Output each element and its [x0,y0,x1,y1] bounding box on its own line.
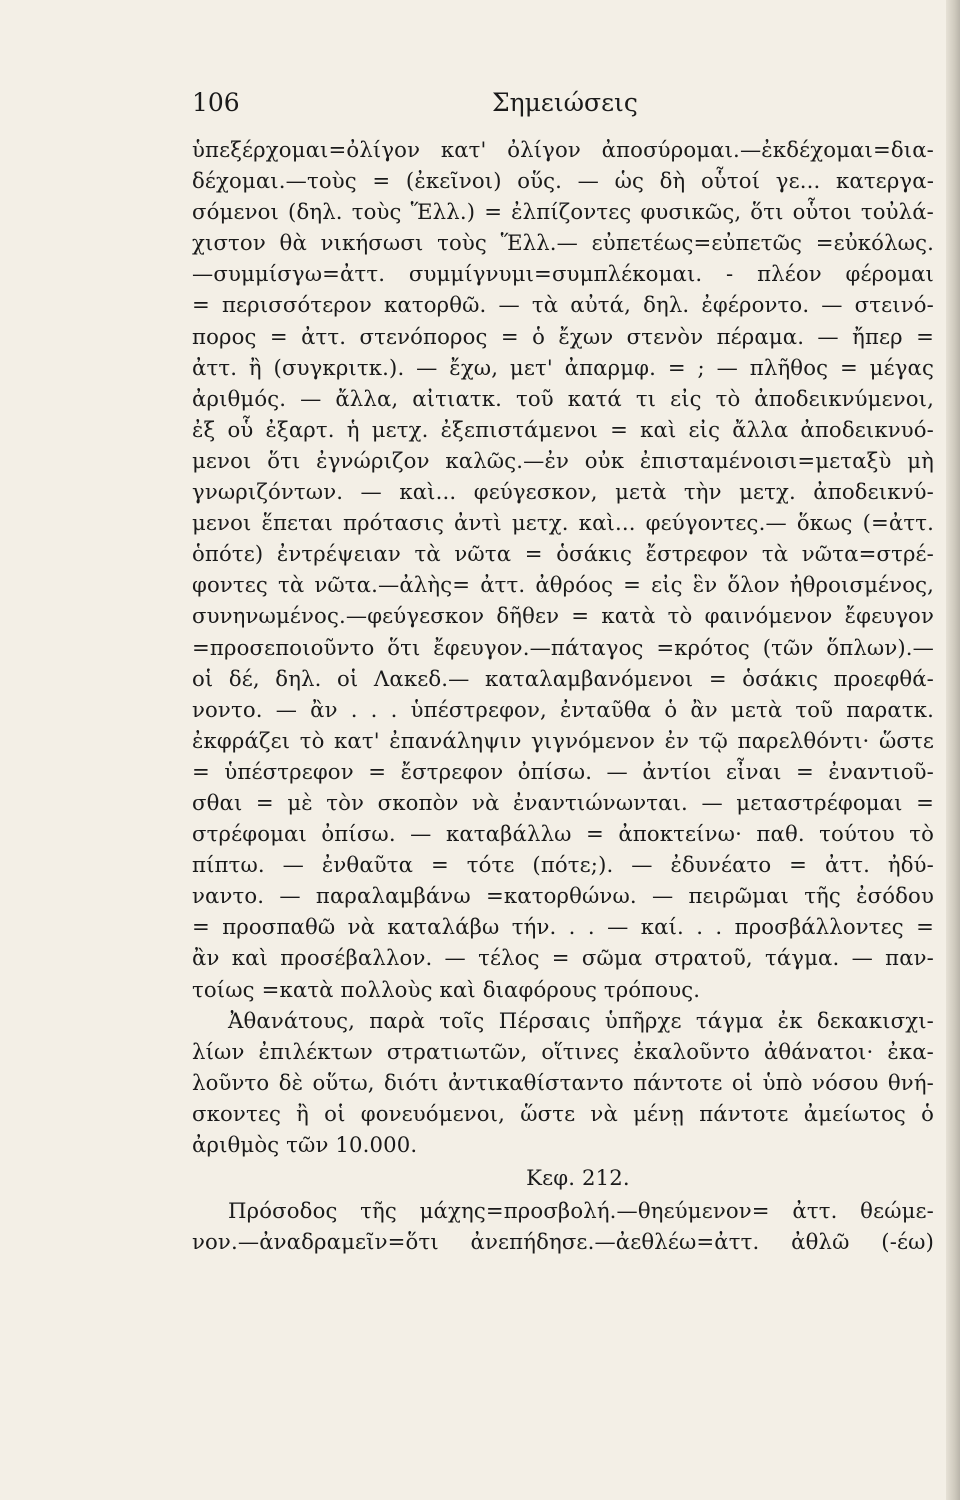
text-line: ἐκφράζει τὸ κατ' ἐπανάληψιν γιγνόμενον ἐν τῷ παρελθόντι· ὥστε [192,727,934,753]
text-line: συνηνωμένος.—φεύγεσκον δῆθεν = κατὰ τὸ φαινόμενον ἔφευγον [192,603,934,629]
text-line: πορος = ἀττ. στενόπορος = ὁ ἔχων στενὸν πέραμα. — ἤπερ = [192,323,934,349]
text-line: μενοι ἕπεται πρότασις ἀντὶ μετχ. καὶ... φεύγοντες.— ὅκως (=ἀττ. [192,510,934,536]
text-line: —συμμίσγω=ἀττ. συμμίγνυμι=συμπλέκομαι. - πλέον φέρομαι [192,261,934,287]
running-title: Σημειώσεις [492,88,638,117]
athanatous-paragraph-line: Ἀθανάτους, παρὰ τοῖς Πέρσαις ὑπῆρχε τάγμα ἐκ δεκακισχι- [228,1007,934,1033]
text-line: νοντο. — ἂν . . . ὑπέστρεφον, ἐνταῦθα ὁ ἂν μετὰ τοῦ παρατκ. [192,696,934,722]
chapter-text-line: Πρόσοδος τῆς μάχης=προσβολή.—θηεύμενον= ἀττ. θεώμε- [228,1198,934,1224]
text-line: φοντες τὰ νῶτα.—ἀλὴς= ἀττ. ἀθρόος = εἰς ἓν ὅλον ἠθροισμένος, [192,572,934,598]
text-line: σθαι = μὲ τὸν σκοπὸν νὰ ἐναντιώνωνται. — μεταστρέφομαι = [192,789,934,815]
text-line: = ὑπέστρεφον = ἔστρεφον ὀπίσω. — ἀντίοι εἶναι = ἐναντιοῦ- [192,758,934,784]
text-line: τοίως =κατὰ πολλοὺς καὶ διαφόρους τρόπους. [192,976,701,1002]
text-line: στρέφομαι ὀπίσω. — καταβάλλω = ἀποκτείνω· παθ. τούτου τὸ [192,821,934,847]
athanatous-paragraph-line: ἀριθμὸς τῶν 10.000. [192,1132,418,1157]
text-line: οἱ δέ, δηλ. οἱ Λακεδ.— καταλαμβανόμενοι = ὁσάκις προεφθά- [192,665,934,691]
text-line: γνωριζόντων. — καὶ... φεύγεσκον, μετὰ τὴν μετχ. ἀποδεικνύ- [192,479,934,505]
text-line: σόμενοι (δηλ. τοὺς Ἕλλ.) = ἐλπίζοντες φυσικῶς, ὅτι οὗτοι τοὐλά- [192,199,934,225]
athanatous-paragraph-line: λίων ἐπιλέκτων στρατιωτῶν, οἵτινες ἐκαλοῦντο ἀθάνατοι· ἐκα- [192,1038,934,1064]
athanatous-paragraph-line: σκοντες ἢ οἱ φονευόμενοι, ὥστε νὰ μένῃ πάντοτε ἀμείωτος ὁ [192,1100,934,1126]
text-line: μενοι ὅτι ἐγνώριζον καλῶς.—ἐν οὐκ ἐπισταμένοισι=μεταξὺ μὴ [192,447,934,473]
text-line: ὁπότε) ἐντρέψειαν τὰ νῶτα = ὁσάκις ἔστρεφον τὰ νῶτα=στρέ- [192,541,934,567]
text-line: χιστον θὰ νικήσωσι τοὺς Ἕλλ.— εὐπετέως=εὐπετῶς =εὐκόλως. [192,230,934,256]
chapter-text-line: νον.—ἀναδραμεῖν=ὅτι ἀνεπήδησε.—ἀεθλέω=ἀττ. ἀθλῶ (-έω) [192,1229,934,1255]
text-line: = προσπαθῶ νὰ καταλάβω τήν. . . — καί. . . προσβάλλοντες = [192,914,934,940]
text-line: δέχομαι.—τοὺς = (ἐκεῖνοι) οὕς. — ὡς δὴ οὗτοί γε... κατεργα- [192,168,934,194]
text-line: ἀττ. ἢ (συγκριτκ.). — ἔχω, μετ' ἀπαρμφ. = ; — πλῆθος = μέγας [192,354,934,380]
page-header [192,88,932,122]
chapter-heading: Κεφ. 212. [526,1165,630,1191]
text-line: ὑπεξέρχομαι=ὀλίγον κατ' ὀλίγον ἀποσύρομαι.—ἐκδέχομαι=δια- [192,137,934,162]
text-line: πίπτω. — ἐνθαῦτα = τότε (πότε;). — ἐδυνέατο = ἀττ. ἠδύ- [192,852,934,878]
text-line: ναντο. — παραλαμβάνω =κατορθώνω. — πειρῶμαι τῆς ἐσόδου [192,883,934,909]
text-line: = περισσότερον κατορθῶ. — τὰ αὐτά, δηλ. ἐφέροντο. — στεινό- [192,292,934,318]
athanatous-paragraph-line: λοῦντο δὲ οὕτω, διότι ἀντικαθίσταντο πάντοτε οἱ ὑπὸ νόσου θνή- [192,1069,934,1095]
page-number: 106 [192,88,240,117]
book-spine-edge [946,0,960,1500]
text-line: ἐξ οὗ ἐξαρτ. ἡ μετχ. ἐξεπιστάμενοι = καὶ εἰς ἄλλα ἀποδεικνυό- [192,416,934,442]
text-line: ἂν καὶ προσέβαλλον. — τέλος = σῶμα στρατοῦ, τάγμα. — παν- [192,945,934,971]
text-line: ἀριθμός. — ἄλλα, αἰτιατκ. τοῦ κατά τι εἰς τὸ ἀποδεικνύμενοι, [192,385,934,411]
text-line: =προσεποιοῦντο ὅτι ἔφευγον.—πάταγος =κρότος (τῶν ὅπλων).— [192,634,934,660]
notes-body [192,134,934,1257]
